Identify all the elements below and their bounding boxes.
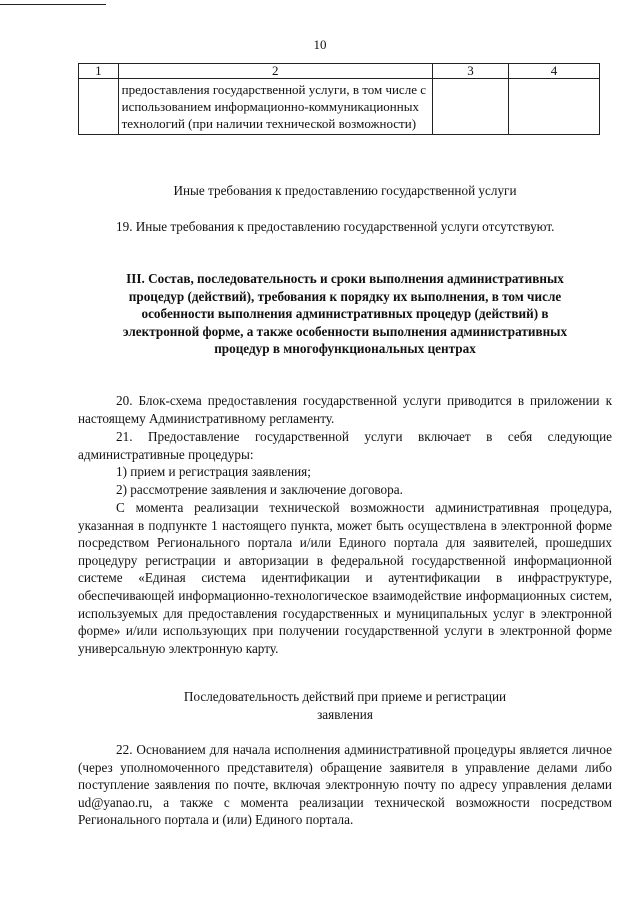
column-header-4: 4 — [509, 64, 600, 79]
paragraph-21: 21. Предоставление государственной услуги включает в себя следующие административные процедуры: — [78, 429, 612, 462]
procedure-item-2: 2) рассмотрение заявления и заключение договора. — [116, 482, 403, 497]
section-iii-heading: III. Состав, последовательность и сроки выполнения административных процедур (действий), требования к порядку их выполнения, в том числе особенности выполнения административных процедур (действий) в электронной форме, а также особенности выполнения административных процедур в многофункциональных центрах — [122, 271, 568, 356]
procedure-item-1: 1) прием и регистрация заявления; — [116, 464, 311, 479]
sequence-heading-line-2: заявления — [317, 707, 373, 722]
electronic-form-paragraph: С момента реализации технической возможности административная процедура, указанная в подпункте 1 настоящего пункта, может быть осуществлена в электронной форме посредством Регионального портала и/или Единого портала для заявителей, прошедших процедуру регистрации и авторизации в федеральной государственной информационной системе «Единая система идентификации и аутентификации в инфраструктуре, обеспечивающей информационно-технологическое взаимодействие информационных систем, используемых для предоставления государственных и муниципальных услуг в электронной форме» и/или использующих при получении государственной услуги в электронной форме универсальную электронную карту. — [78, 500, 612, 656]
top-rule — [0, 4, 106, 5]
table-row — [79, 79, 600, 135]
column-header-3: 3 — [432, 64, 508, 79]
table-header-row — [79, 64, 600, 79]
continuation-table — [78, 63, 600, 135]
column-header-1: 1 — [79, 64, 119, 79]
column-header-2: 2 — [118, 64, 432, 79]
page-number: 10 — [313, 37, 327, 52]
table-cell-1 — [79, 79, 119, 135]
paragraph-20: 20. Блок-схема предоставления государственной услуги приводится в приложении к настоящему Административному регламенту. — [78, 393, 612, 426]
paragraph-22: 22. Основанием для начала исполнения административной процедуры является личное (через уполномоченного представителя) обращение заявителя в управление делами либо поступление заявления по почте, включая электронную почту по адресу управления делами ud@yanao.ru, а также с момента реализации технической возможности посредством Регионального портала и (или) Единого портала. — [78, 742, 612, 828]
table-cell-4 — [509, 79, 600, 135]
other-requirements-heading: Иные требования к предоставлению государственной услуги — [173, 183, 517, 198]
table-cell-3 — [432, 79, 508, 135]
table-cell-2: предоставления государственной услуги, в том числе с использованием информационно-коммуникационных технологий (при наличии технической возможности) — [118, 79, 432, 135]
paragraph-19: 19. Иные требования к предоставлению государственной услуги отсутствуют. — [116, 219, 555, 234]
sequence-heading-line-1: Последовательность действий при приеме и регистрации — [183, 689, 507, 704]
